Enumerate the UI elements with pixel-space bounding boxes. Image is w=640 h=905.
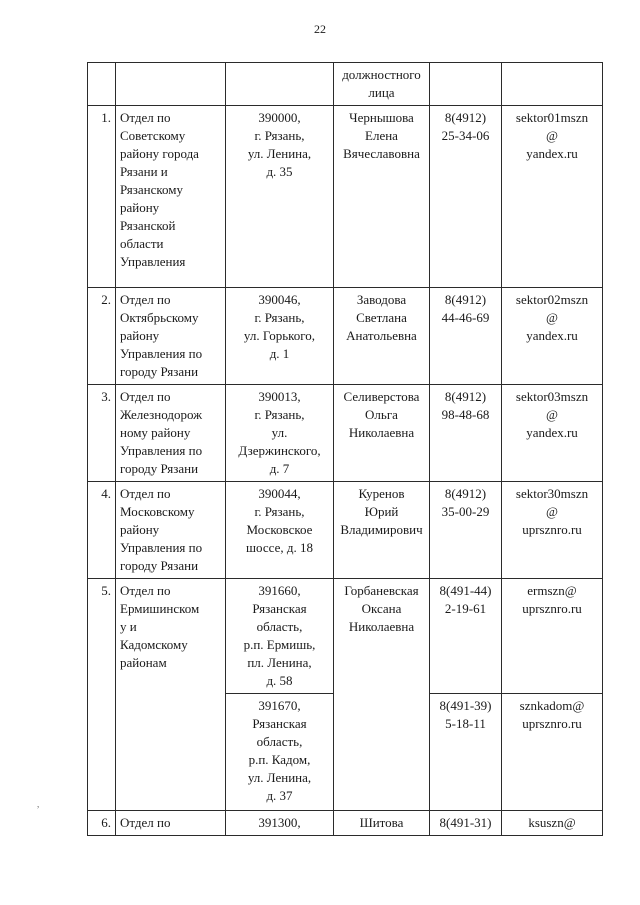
phone-number: 8(4912) 35-00-29 [430, 482, 502, 579]
row-number: 1. [88, 106, 116, 288]
departments-table [87, 62, 603, 836]
table-row [88, 288, 603, 385]
phone-number: 8(491-44) 2-19-61 [430, 579, 502, 694]
address: 390013, г. Рязань, ул. Дзержинского, д. 7 [226, 385, 334, 482]
email-address: sektor03mszn @ yandex.ru [502, 385, 603, 482]
official-name: Селиверстова Ольга Николаевна [334, 385, 430, 482]
margin-mark: , [37, 799, 40, 809]
table-row [88, 482, 603, 579]
department-name: Отдел по Ермишинском у и Кадомскому районам [116, 579, 226, 811]
email-address: sektor02mszn @ yandex.ru [502, 288, 603, 385]
phone-number: 8(4912) 98-48-68 [430, 385, 502, 482]
table-row [88, 106, 603, 288]
email-address: ksuszn@ [502, 811, 603, 836]
email-address: ermszn@ uprsznro.ru [502, 579, 603, 694]
official-name: Куренов Юрий Владимирович [334, 482, 430, 579]
header-cell-person: должностного лица [334, 63, 430, 106]
phone-number: 8(4912) 44-46-69 [430, 288, 502, 385]
page-number: 22 [314, 22, 326, 36]
table-header-continuation [88, 63, 603, 106]
table-row [88, 811, 603, 836]
official-name: Заводова Светлана Анатольевна [334, 288, 430, 385]
department-name: Отдел по Железнодорож ному району Управления по городу Рязани [116, 385, 226, 482]
header-cell-num [88, 63, 116, 106]
table-row [88, 385, 603, 482]
official-name: Чернышова Елена Вячеславовна [334, 106, 430, 288]
department-name: Отдел по Октябрьскому району Управления по городу Рязани [116, 288, 226, 385]
row-number: 3. [88, 385, 116, 482]
department-name: Отдел по Советскому району города Рязани и Рязанскому району Рязанской области Управления [116, 106, 226, 288]
email-address: sznkadom@ uprsznro.ru [502, 694, 603, 811]
row-number: 4. [88, 482, 116, 579]
official-name: Горбаневская Оксана Николаевна [334, 579, 430, 811]
email-address: sektor30mszn @ uprsznro.ru [502, 482, 603, 579]
table-row [88, 579, 603, 694]
email-address: sektor01mszn @ yandex.ru [502, 106, 603, 288]
address: 391670, Рязанская область, р.п. Кадом, ул. Ленина, д. 37 [226, 694, 334, 811]
department-name: Отдел по [116, 811, 226, 836]
header-cell-dept [116, 63, 226, 106]
address: 391660, Рязанская область, р.п. Ермишь, пл. Ленина, д. 58 [226, 579, 334, 694]
header-cell-email [502, 63, 603, 106]
row-number: 6. [88, 811, 116, 836]
address: 390044, г. Рязань, Московское шоссе, д. 18 [226, 482, 334, 579]
address: 391300, [226, 811, 334, 836]
header-cell-phone [430, 63, 502, 106]
phone-number: 8(491-31) [430, 811, 502, 836]
address: 390046, г. Рязань, ул. Горького, д. 1 [226, 288, 334, 385]
row-number: 2. [88, 288, 116, 385]
row-number: 5. [88, 579, 116, 811]
header-cell-addr [226, 63, 334, 106]
address: 390000, г. Рязань, ул. Ленина, д. 35 [226, 106, 334, 288]
phone-number: 8(4912) 25-34-06 [430, 106, 502, 288]
phone-number: 8(491-39) 5-18-11 [430, 694, 502, 811]
department-name: Отдел по Московскому району Управления по городу Рязани [116, 482, 226, 579]
official-name: Шитова [334, 811, 430, 836]
